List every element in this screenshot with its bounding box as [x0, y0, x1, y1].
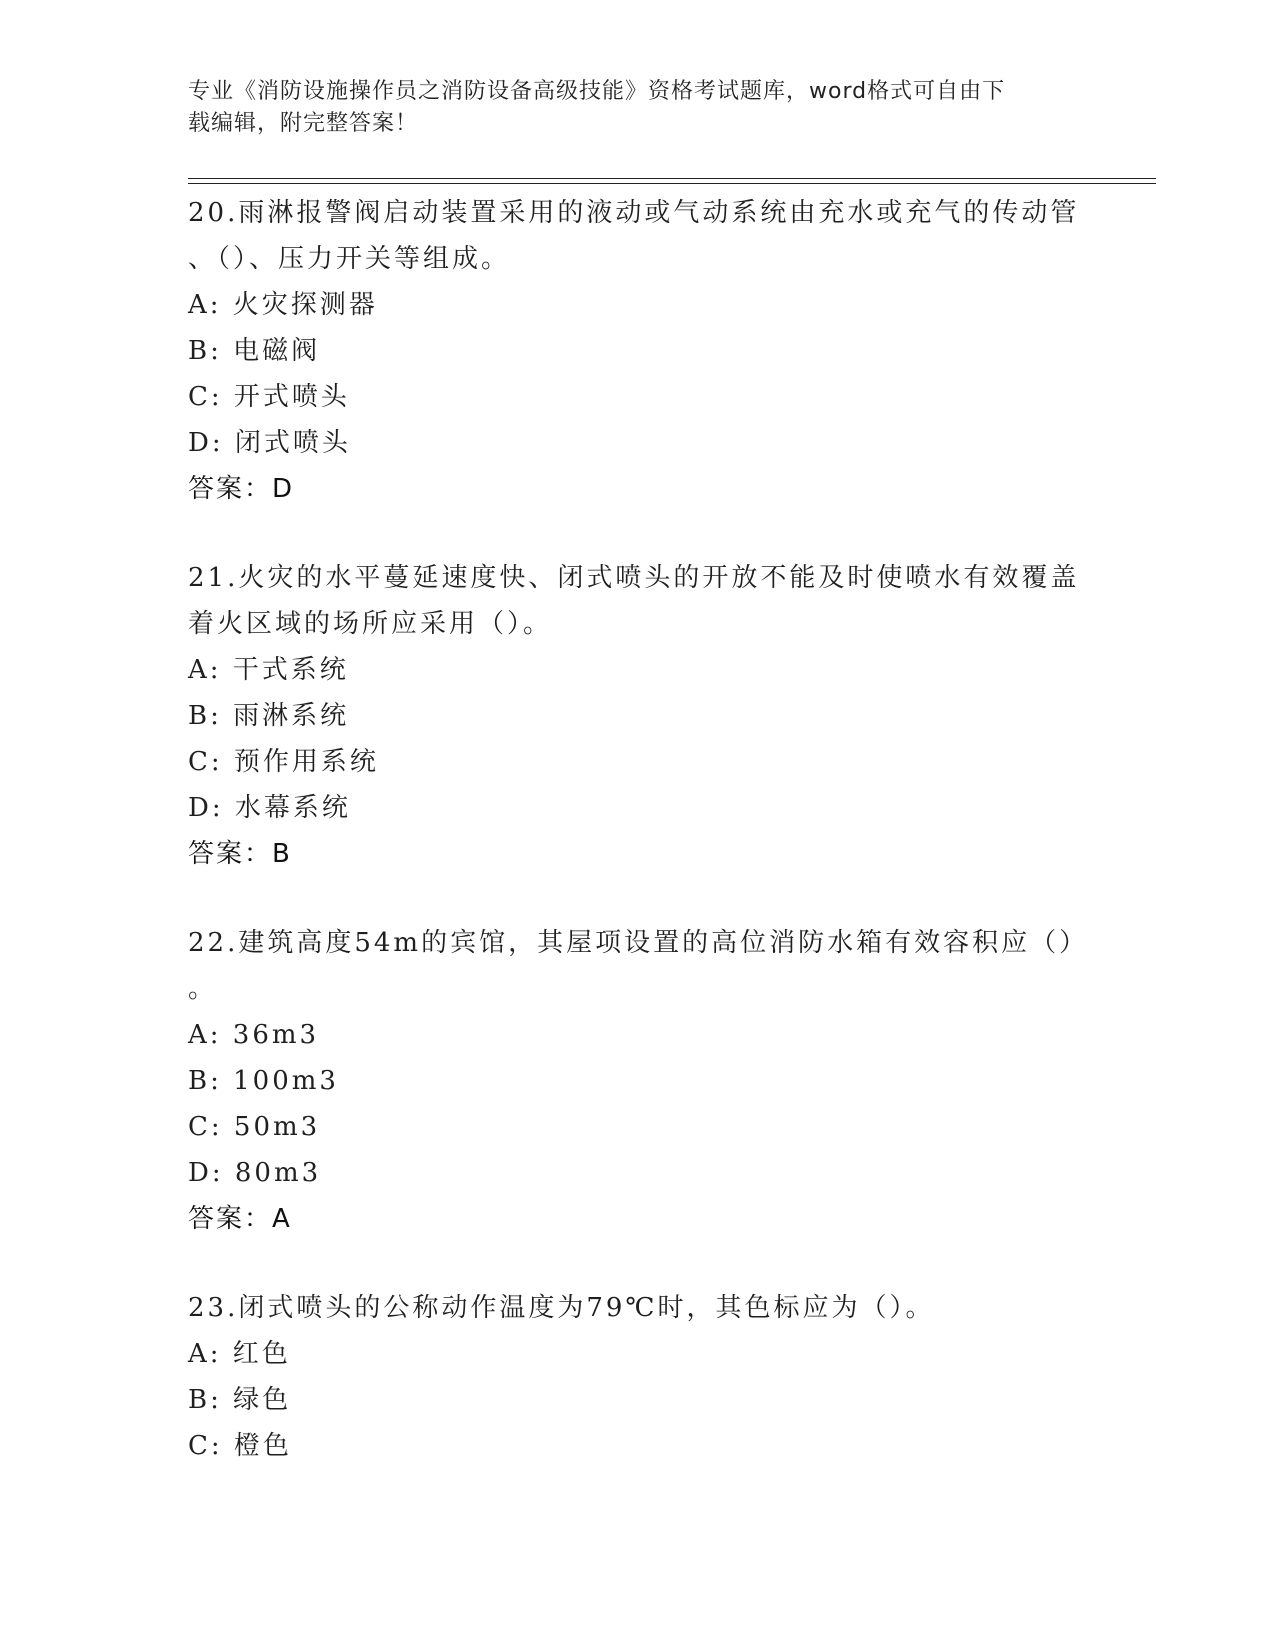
option-a: A: 干式系统 [188, 655, 349, 685]
option-a: A: 红色 [188, 1339, 291, 1369]
header-line-1: 专业《消防设施操作员之消防设备高级技能》资格考试题库，word格式可自由下 [188, 79, 1006, 104]
header-divider-bottom [188, 183, 1156, 184]
question-stem-line-2: 着火区域的场所应采用（）。 [188, 609, 553, 639]
header-line-2: 载编辑，附完整答案！ [188, 111, 419, 136]
question-22 [188, 920, 1088, 1242]
option-c: C: 50m3 [188, 1112, 321, 1142]
question-stem-line-2: 、（）、压力开关等组成。 [188, 244, 511, 274]
option-c: C: 预作用系统 [188, 747, 379, 777]
answer: 答案：B [188, 839, 292, 869]
option-d: D: 80m3 [188, 1158, 322, 1188]
option-c: C: 开式喷头 [188, 382, 350, 412]
option-b: B: 雨淋系统 [188, 701, 350, 731]
question-stem-line-2: 。 [188, 974, 218, 1004]
question-stem-line-1: 21.火灾的水平蔓延速度快、闭式喷头的开放不能及时使喷水有效覆盖 [188, 563, 1080, 593]
option-b: B: 100m3 [188, 1066, 339, 1096]
question-23 [188, 1285, 1088, 1469]
question-21 [188, 555, 1088, 877]
answer: 答案：D [188, 474, 295, 504]
document-header [188, 76, 1068, 140]
question-stem-line-1: 20.雨淋报警阀启动装置采用的液动或气动系统由充水或充气的传动管 [188, 198, 1080, 228]
option-d: D: 闭式喷头 [188, 428, 351, 458]
option-d: D: 水幕系统 [188, 793, 351, 823]
option-c: C: 橙色 [188, 1431, 292, 1461]
option-a: A: 火灾探测器 [188, 290, 378, 320]
option-b: B: 电磁阀 [188, 336, 321, 366]
option-b: B: 绿色 [188, 1385, 292, 1415]
option-a: A: 36m3 [188, 1020, 320, 1050]
question-stem-line-1: 23.闭式喷头的公称动作温度为79℃时，其色标应为（）。 [188, 1293, 935, 1323]
question-20 [188, 190, 1088, 512]
header-divider-top [188, 178, 1156, 179]
question-stem-line-1: 22.建筑高度54m的宾馆，其屋项设置的高位消防水箱有效容积应（） [188, 928, 1089, 958]
answer: 答案：A [188, 1204, 292, 1234]
